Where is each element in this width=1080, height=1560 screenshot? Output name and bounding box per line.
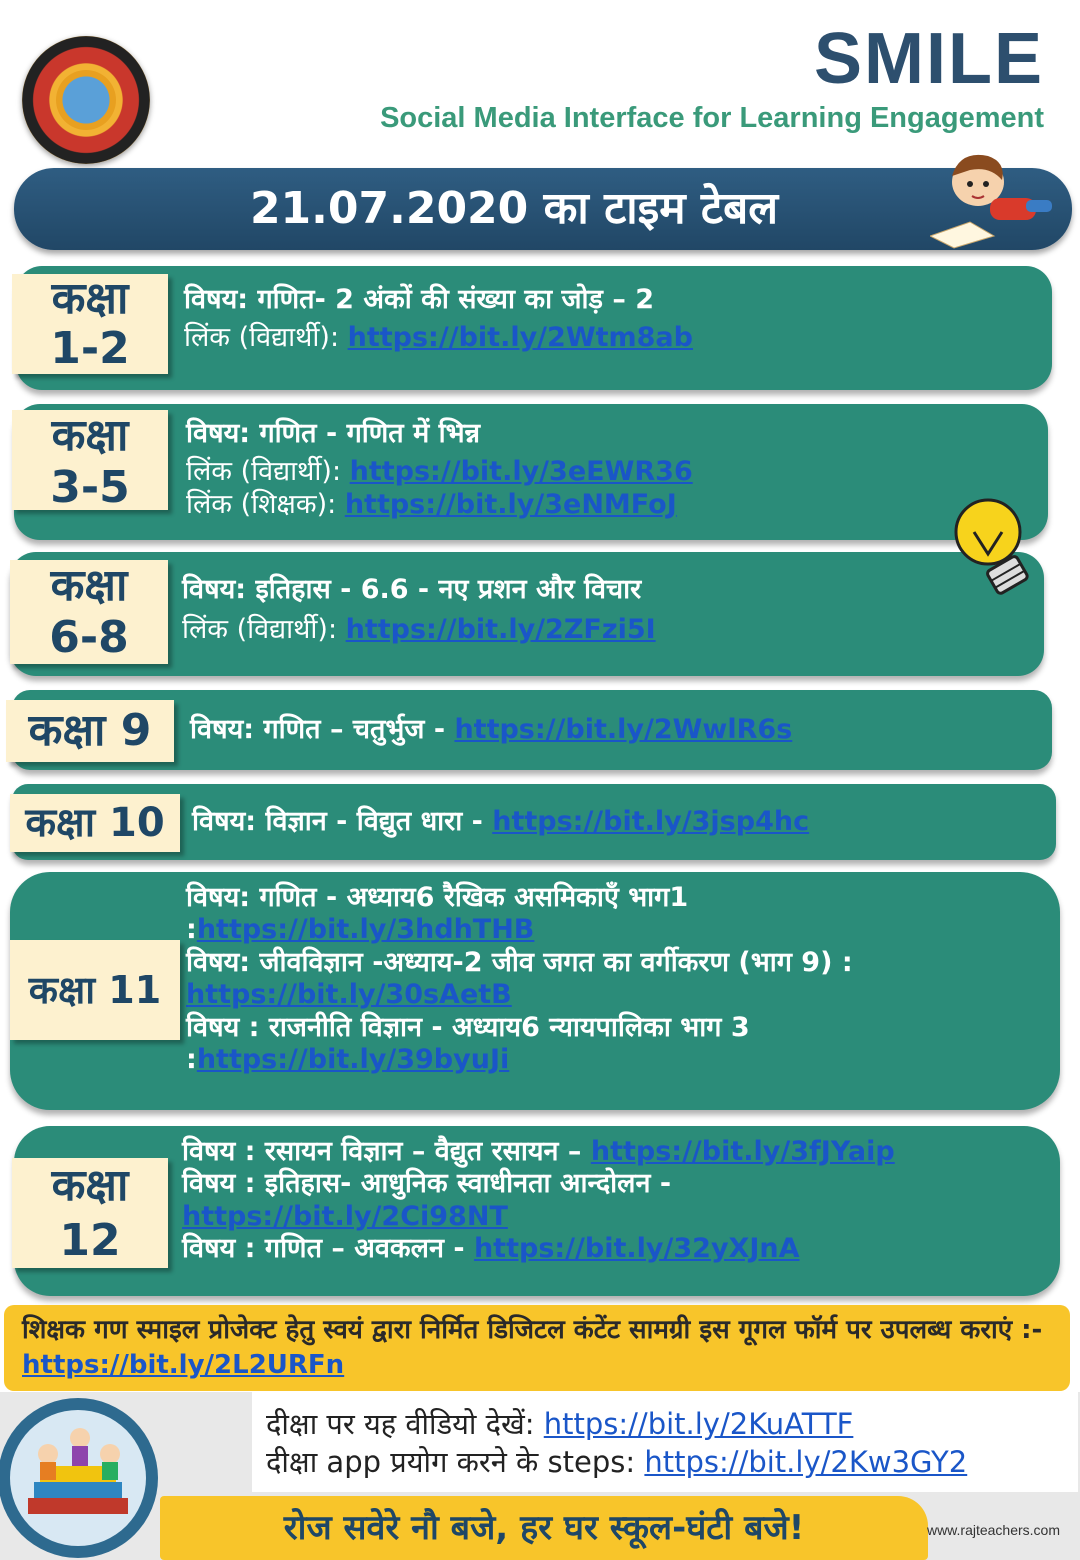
banner-title: 21.07.2020 का टाइम टेबल bbox=[249, 183, 779, 234]
subject-line: विषय : इतिहास- आधुनिक स्वाधीनता आन्दोलन - bbox=[182, 1168, 672, 1200]
class-1-2-details bbox=[184, 284, 693, 355]
history-link[interactable]: https://bit.ly/2Ci98NT bbox=[182, 1200, 508, 1232]
chemistry-link[interactable]: https://bit.ly/3fJYaip bbox=[590, 1136, 895, 1167]
notice-text: शिक्षक गण स्माइल प्रोजेक्ट हेतु स्वयं द्वारा निर्मित डिजिटल कंटेंट सामग्री इस गूगल फॉर्म पर उपलब्ध कराएं :- https://bit.ly/2L2URFn bbox=[22, 1315, 1043, 1381]
subject-line: विषय: गणित- 2 अंकों की संख्या का जोड़ – 2 bbox=[184, 284, 655, 315]
diksha-steps-link[interactable]: https://bit.ly/2Kw3GY2 bbox=[644, 1444, 968, 1479]
class-badge-1-2: कक्षा 1-2 bbox=[12, 274, 168, 374]
math-link[interactable]: https://bit.ly/32yXJnA bbox=[473, 1233, 800, 1265]
link-line bbox=[182, 1201, 895, 1233]
class-12-details bbox=[182, 1136, 895, 1266]
class-row-1-2 bbox=[16, 266, 1052, 390]
class-row-3-5 bbox=[14, 404, 1048, 540]
class-11-details bbox=[186, 882, 853, 1076]
class-9-link[interactable]: https://bit.ly/2WwlR6s bbox=[454, 714, 793, 745]
teacher-notice bbox=[4, 1305, 1070, 1391]
class-badge-12: कक्षा 12 bbox=[12, 1158, 168, 1268]
diksha-info bbox=[252, 1392, 1078, 1492]
website-credit: www.rajteachers.com bbox=[926, 1522, 1060, 1538]
timetable-banner bbox=[14, 168, 1072, 250]
link-line: :https://bit.ly/3hdhTHB bbox=[186, 914, 535, 946]
link-line: लिंक (विद्यार्थी): https://bit.ly/3eEWR36 bbox=[186, 456, 693, 488]
link-line: विषय : गणित – अवकलन - https://bit.ly/32yXJnA bbox=[182, 1233, 800, 1265]
link-line: लिंक (विद्यार्थी): https://bit.ly/2ZFzi5I bbox=[182, 614, 656, 646]
biology-link[interactable]: https://bit.ly/30sAetB bbox=[186, 979, 512, 1011]
class-3-5-details bbox=[186, 418, 693, 521]
subject-line: विषय: जीवविज्ञान -अध्याय-2 जीव जगत का वर्गीकरण (भाग 9) : bbox=[186, 946, 853, 978]
smile-subtitle: Social Media Interface for Learning Engagement bbox=[380, 102, 1044, 134]
subject-line: विषय: इतिहास - 6.6 - नए प्रशन और विचार bbox=[182, 574, 642, 605]
diksha-video-line: दीक्षा पर यह वीडियो देखें: https://bit.ly/2KuATTF bbox=[266, 1407, 854, 1441]
slogan-banner: रोज सवेरे नौ बजे, हर घर स्कूल-घंटी बजे! bbox=[160, 1496, 928, 1560]
link-line: लिंक (विद्यार्थी): https://bit.ly/2Wtm8ab bbox=[184, 322, 693, 354]
class-badge-11: कक्षा 11 bbox=[10, 940, 180, 1040]
class-badge-6-8: कक्षा 6-8 bbox=[10, 560, 168, 664]
idea-bulb-icon bbox=[948, 492, 1038, 602]
class-10-details bbox=[192, 806, 809, 838]
class-10-link[interactable]: https://bit.ly/3jsp4hc bbox=[492, 806, 810, 837]
subject-line: विषय: गणित - अध्याय6 रैखिक असमिकाएँ भाग1 bbox=[186, 882, 689, 913]
diksha-steps-line: दीक्षा app प्रयोग करने के steps: https://bit.ly/2Kw3GY2 bbox=[266, 1444, 968, 1479]
link-line: लिंक (शिक्षक): https://bit.ly/3eNMFoJ bbox=[186, 488, 677, 520]
link-line: :https://bit.ly/39byuJi bbox=[186, 1043, 510, 1075]
class-badge-3-5: कक्षा 3-5 bbox=[12, 410, 168, 510]
class-6-8-details bbox=[182, 574, 656, 647]
subject-line: विषय : राजनीति विज्ञान - अध्याय6 न्यायपालिका भाग 3 bbox=[186, 1011, 750, 1043]
diksha-video-link[interactable]: https://bit.ly/2KuATTF bbox=[543, 1407, 854, 1441]
teacher-link[interactable]: https://bit.ly/3eNMFoJ bbox=[344, 488, 677, 520]
link-line bbox=[186, 979, 853, 1011]
student-link[interactable]: https://bit.ly/2Wtm8ab bbox=[347, 322, 693, 354]
student-link[interactable]: https://bit.ly/2ZFzi5I bbox=[345, 614, 656, 646]
footer-illustration bbox=[0, 1398, 158, 1558]
class-9-details bbox=[190, 714, 792, 746]
class-badge-10: कक्षा 10 bbox=[10, 794, 180, 852]
link-line: विषय : रसायन विज्ञान – वैद्युत रसायन – https://bit.ly/3fJYaip bbox=[182, 1136, 895, 1167]
globe-emblem-icon bbox=[56, 70, 116, 130]
department-logo bbox=[22, 36, 150, 164]
children-with-books-icon bbox=[18, 1418, 138, 1538]
smile-title: SMILE bbox=[813, 19, 1044, 99]
class-row-12 bbox=[14, 1126, 1060, 1296]
math-link[interactable]: https://bit.ly/3hdhTHB bbox=[196, 914, 535, 946]
google-form-link[interactable]: https://bit.ly/2L2URFn bbox=[22, 1350, 345, 1381]
polsci-link[interactable]: https://bit.ly/39byuJi bbox=[196, 1043, 510, 1075]
subject-line: विषय: विज्ञान - विद्युत धारा - https://bit.ly/3jsp4hc bbox=[192, 806, 810, 837]
subject-line: विषय: गणित – चतुर्भुज - https://bit.ly/2WwlR6s bbox=[190, 714, 793, 745]
class-badge-9: कक्षा 9 bbox=[6, 700, 174, 762]
subject-line: विषय: गणित - गणित में भिन्न bbox=[186, 418, 480, 449]
student-link[interactable]: https://bit.ly/3eEWR36 bbox=[349, 456, 693, 488]
reading-child-icon bbox=[930, 140, 1060, 250]
